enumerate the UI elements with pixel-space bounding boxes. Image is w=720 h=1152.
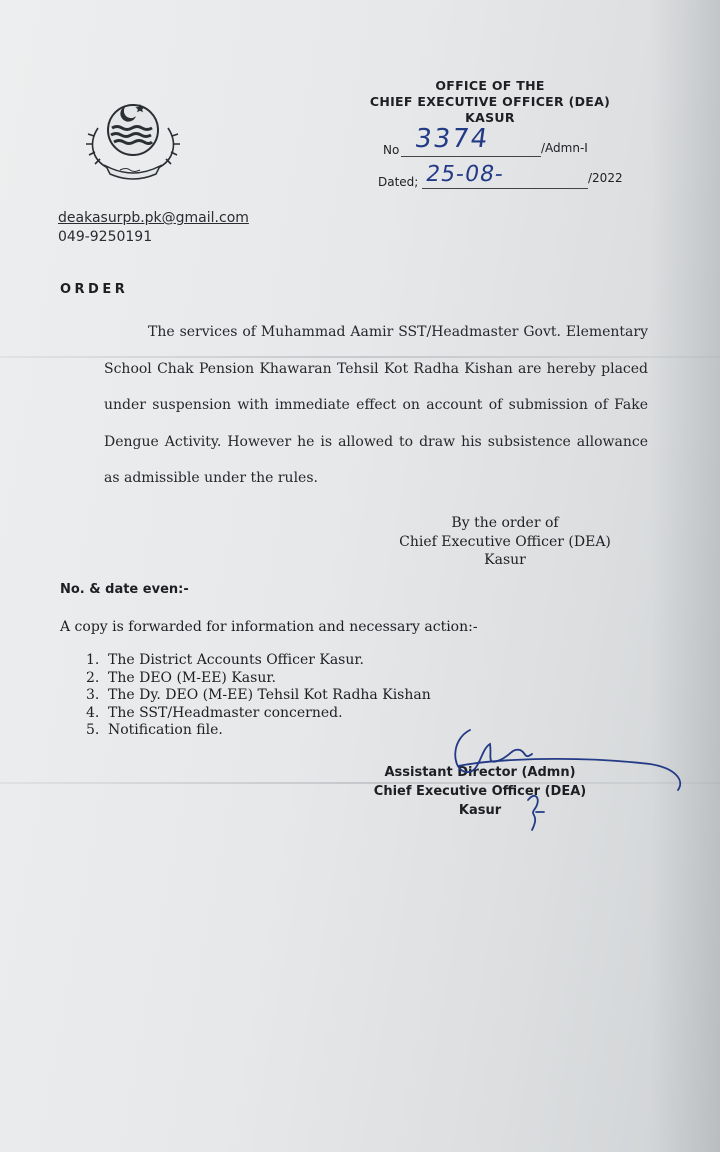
- phone-number: 049-9250191: [58, 229, 153, 245]
- authority-line-2: Chief Executive Officer (DEA): [399, 533, 611, 550]
- order-body: The services of Muhammad Aamir SST/Headmaster Govt. Elementary School Chak Pension Khawaran Tehsil Kot Radha Kishan are hereby placed under suspension with immediate effect on account of submission of Fake Dengue Activity. However he is allowed to draw his subsistence allowance as admissible under the rules.: [104, 324, 648, 486]
- list-item: 5. Notification file.: [86, 722, 223, 738]
- contact-block: [58, 209, 249, 247]
- office-heading: [350, 78, 630, 126]
- dated-value: 25-08-: [423, 162, 507, 187]
- dated-underline: [422, 188, 588, 189]
- distribution-list: [86, 652, 431, 740]
- reference-number-suffix: /Admn-I: [541, 141, 588, 155]
- signatory-line-2: Chief Executive Officer (DEA): [373, 784, 587, 799]
- handwritten-signature-icon: [440, 720, 690, 840]
- order-heading: ORDER: [60, 282, 129, 297]
- email-address: deakasurpb.pk@gmail.com: [58, 210, 249, 226]
- dated-year: /2022: [588, 171, 623, 185]
- office-line-2: CHIEF EXECUTIVE OFFICER (DEA): [369, 94, 611, 109]
- reference-number-row: [383, 124, 623, 158]
- list-item: 2. The DEO (M-EE) Kasur.: [86, 669, 276, 686]
- authority-line-1: By the order of: [451, 515, 559, 531]
- even-heading: No. & date even:-: [60, 582, 189, 597]
- authority-line-3: Kasur: [484, 552, 526, 568]
- list-item: 4. The SST/Headmaster concerned.: [86, 704, 343, 721]
- list-item: 3. The Dy. DEO (M-EE) Tehsil Kot Radha Kishan: [86, 687, 431, 703]
- signatory-line-3: Kasur: [458, 803, 502, 818]
- dated-label: Dated;: [378, 175, 419, 189]
- reference-number-underline: [401, 156, 541, 157]
- reference-number-label: No: [383, 143, 400, 157]
- reference-number-value: 3374: [412, 124, 492, 154]
- government-of-punjab-emblem-icon: [78, 88, 188, 183]
- authority-block: [380, 514, 630, 570]
- page-shadow: [650, 0, 720, 1152]
- dated-row: [378, 162, 638, 196]
- forward-note: A copy is forwarded for information and necessary action:-: [60, 619, 478, 635]
- office-line-1: OFFICE OF THE: [435, 78, 545, 93]
- signatory-line-1: Assistant Director (Admn): [384, 765, 576, 780]
- list-item: 1. The District Accounts Officer Kasur.: [86, 652, 364, 668]
- office-line-3: KASUR: [465, 110, 515, 125]
